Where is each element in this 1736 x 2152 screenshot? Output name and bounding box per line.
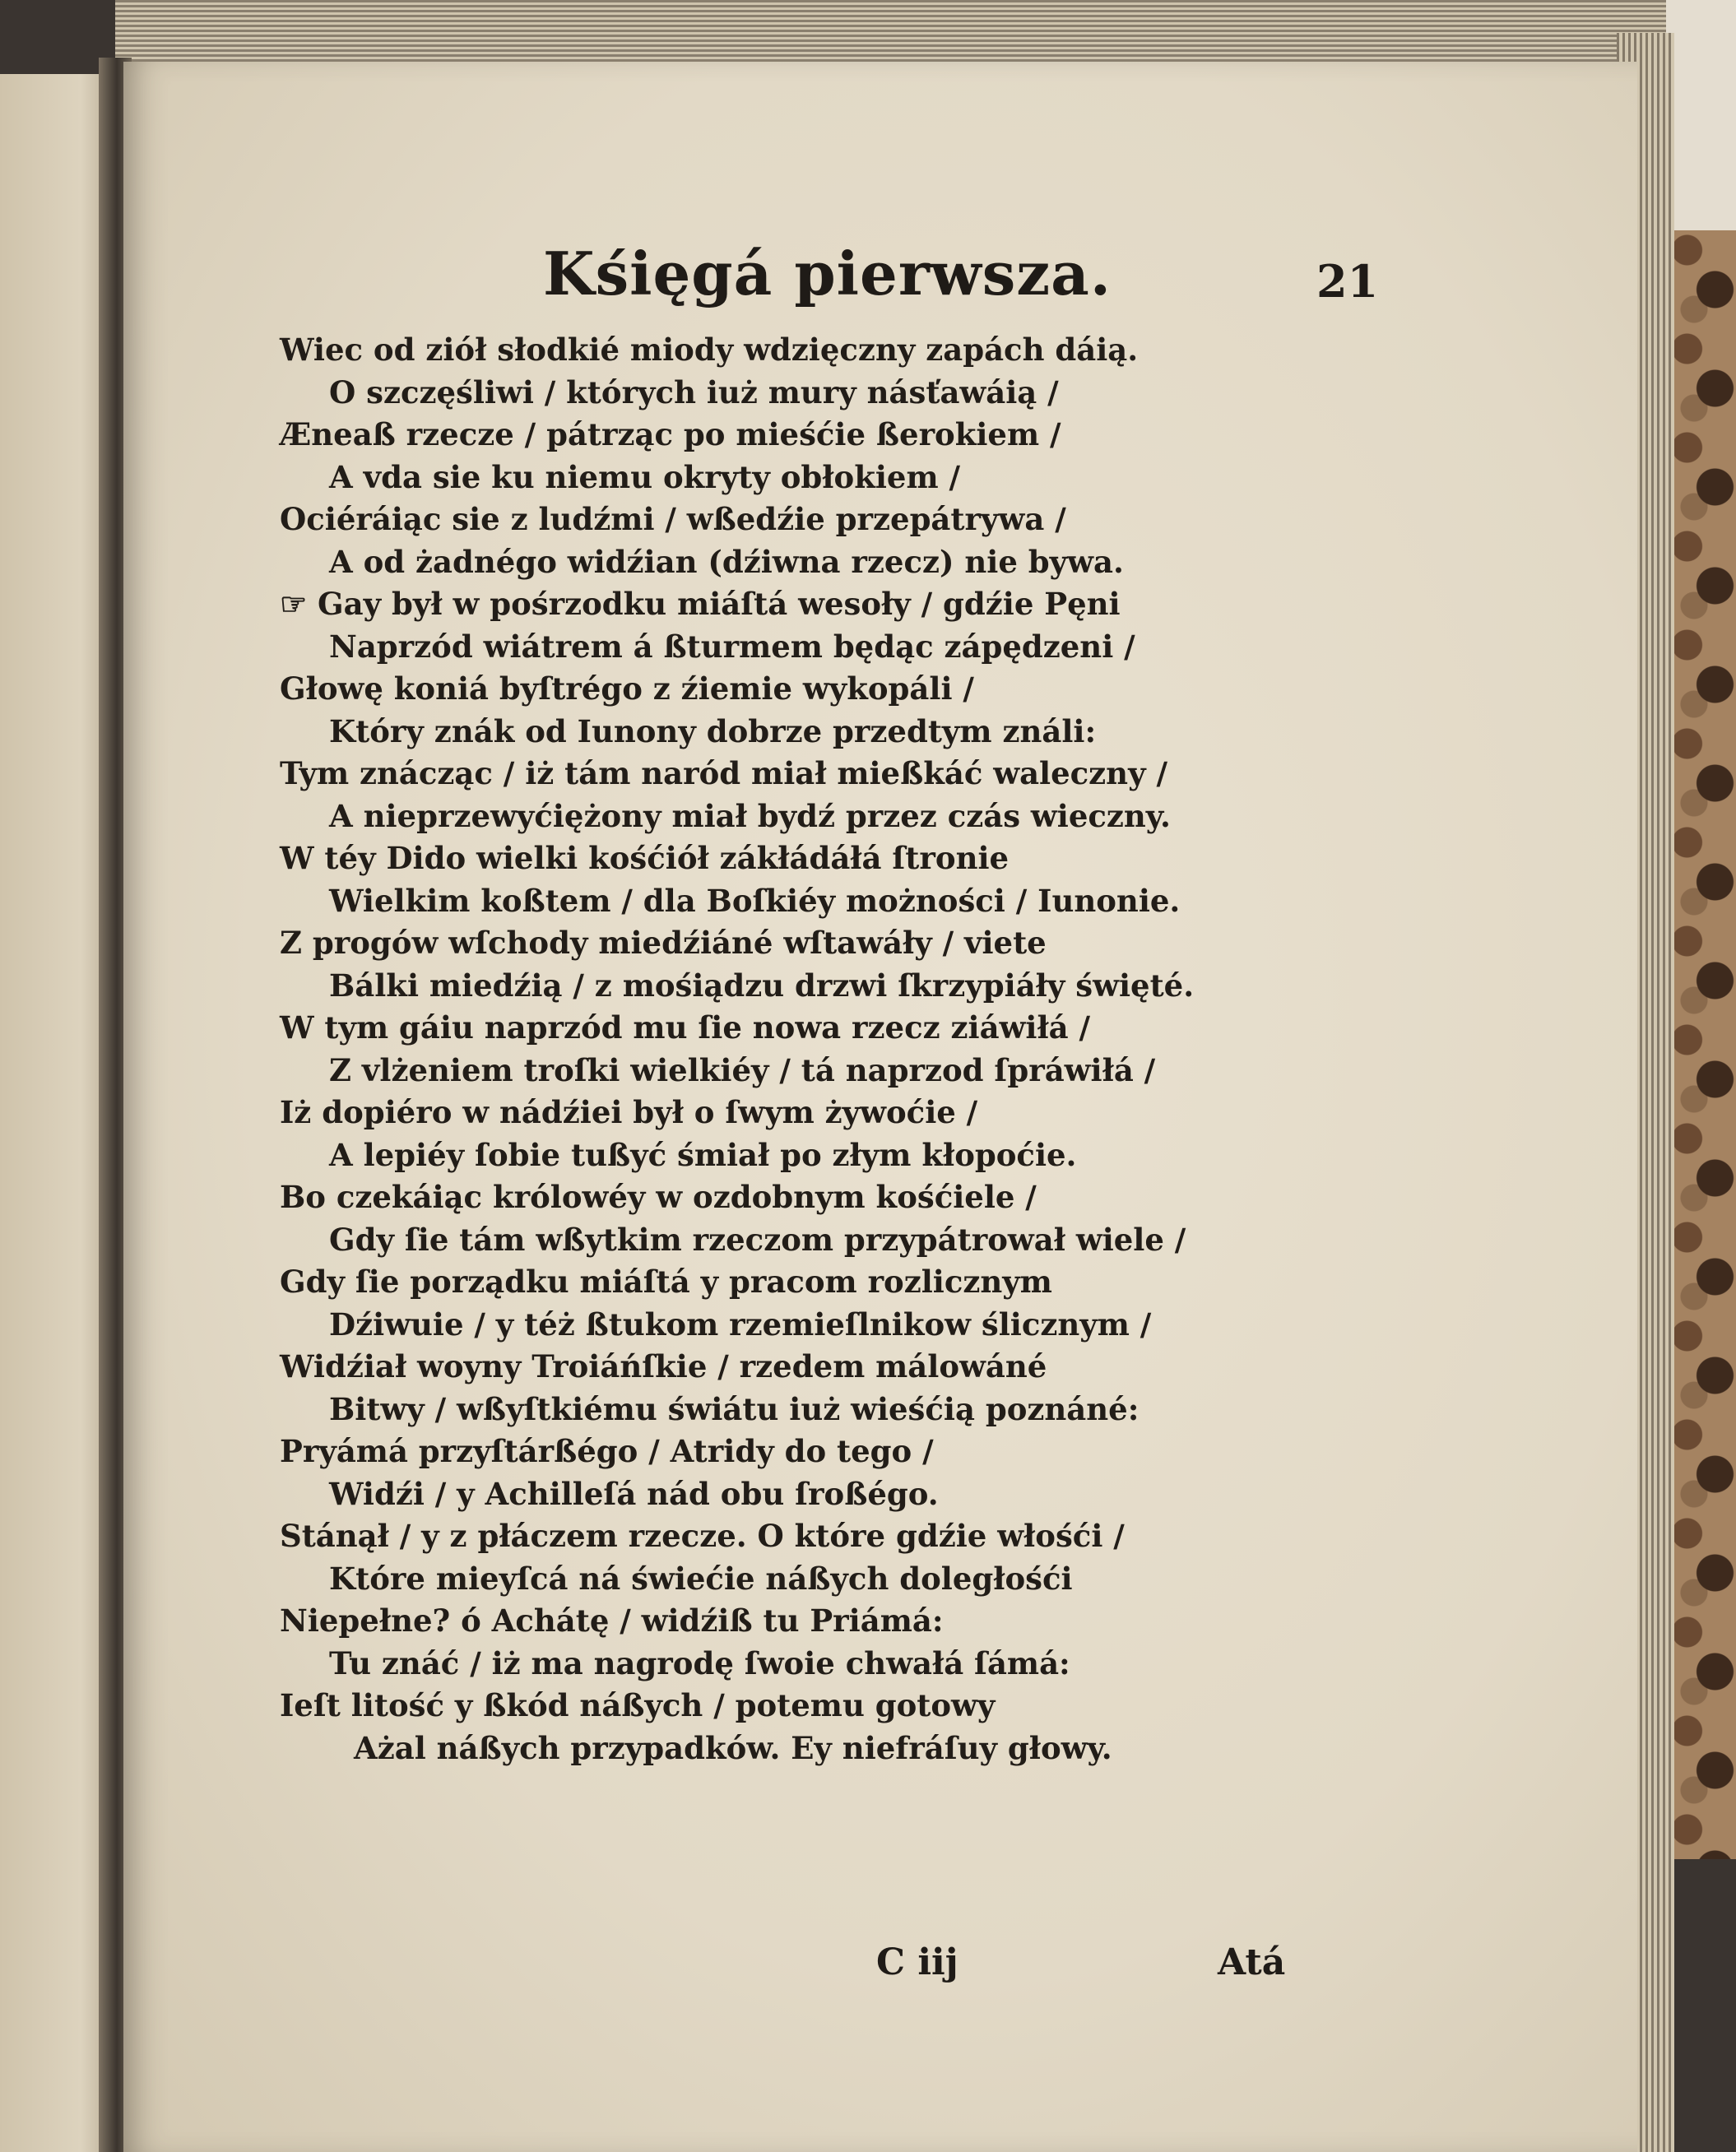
verse-line: Gdy ſie tám wßytkim rzeczom przypátrował wiele / <box>329 1221 1186 1258</box>
verse-line: Bo czekáiąc królowéy w ozdobnym kośćiele / <box>280 1179 1037 1215</box>
verse-block <box>123 329 1637 1769</box>
running-head: Kśięgá pierwsza. <box>543 239 1112 308</box>
verse-line: Pryámá przyſtárßégo / Atridy do tego / <box>280 1433 934 1469</box>
verse-line: Który znák od Iunony dobrze przedtym ználi: <box>329 712 1097 749</box>
previous-page-edge <box>0 74 115 2152</box>
verse-line: Tym znácząc / iż tám naród miał mießkáć waleczny / <box>280 755 1167 791</box>
verse-line: Stánął / y z płáczem rzecze. O które gdźie włośći / <box>280 1518 1125 1554</box>
signature-mark: C iij <box>876 1941 959 1983</box>
book-page <box>123 62 1637 2152</box>
verse-line: Z vlżeniem troſki wielkiéy / tá naprzod ſpráwiłá / <box>329 1051 1156 1088</box>
verse-line: W tym gáiu naprzód mu ſie nowa rzecz ziáwiłá / <box>280 1009 1091 1046</box>
verse-line: Wiec od ziół słodkié miody wdzięczny zapách dáią. <box>280 332 1139 368</box>
verse-line: Widźi / y Achilleſá nád obu ſroßégo. <box>329 1475 939 1512</box>
verse-line: A od żadnégo widźian (dźiwna rzecz) nie bywa. <box>329 543 1124 580</box>
verse-line: Iż dopiéro w nádźiei był o ſwym żywoćie / <box>280 1094 978 1130</box>
verse-line: A lepiéy ſobie tußyć śmiał po złym kłopoćie. <box>329 1136 1077 1173</box>
page-header <box>123 239 1637 329</box>
binding-cover <box>1666 0 1736 247</box>
verse-line: Ociéráiąc sie z ludźmi / wßedźie przepátrywa / <box>280 501 1066 537</box>
verse-line: Ażal náßych przypadków. Ey niefráſuy głowy. <box>354 1729 1112 1766</box>
verse-line: Gdy ſie porządku miáſtá y pracom rozlicznym <box>280 1264 1052 1300</box>
verse-line: Widźiał woyny Troiáńſkie / rzedem málowáné <box>280 1348 1047 1384</box>
verse-line: Naprzód wiátrem á ßturmem będąc zápędzeni / <box>329 628 1135 665</box>
verse-line: W téy Dido wielki kośćiół zákłádáłá ſtronie <box>280 840 1010 876</box>
page-footer <box>123 1941 1637 1999</box>
catchword: Atá <box>1218 1941 1286 1983</box>
verse-line: Tu znáć / iż ma nagrodę ſwoie chwałá ſámá: <box>329 1644 1070 1681</box>
verse-line: Bálki miedźią / z mośiądzu drzwi ſkrzypiáły święté. <box>329 967 1195 1004</box>
verse-line: Dźiwuie / y téż ßtukom rzemieſlnikow ślicznym / <box>329 1306 1152 1343</box>
verse-line: Ieſt litość y ßkód náßych / potemu gotowy <box>280 1687 996 1723</box>
marbled-endpaper <box>1666 230 1736 1859</box>
verse-line: Æneaß rzecze / pátrząc po mieśćie ßerokiem / <box>280 416 1061 452</box>
verse-line: A vda sie ku niemu okryty obłokiem / <box>329 458 960 495</box>
verse-line: Bitwy / wßyſtkiému świátu iuż wieśćią poznáné: <box>329 1390 1140 1427</box>
page-number: 21 <box>1316 255 1379 308</box>
verse-line: O szczęśliwi / których iuż mury násťawáią / <box>329 373 1059 410</box>
verse-line: Które mieyſcá ná świećie náßych doległośći <box>329 1560 1073 1597</box>
verse-line: Niepełne? ó Achátę / widźiß tu Priámá: <box>280 1602 944 1639</box>
verse-line: A nieprzewyćiężony miał bydź przez czás wieczny. <box>329 797 1171 834</box>
verse-line: Wielkim koßtem / dla Boſkiéy możności / Iunonie. <box>329 882 1181 919</box>
verse-line: ☞ Gay był w pośrzodku miáſtá wesoły / gdźie Pęni <box>280 586 1121 622</box>
verse-line: Głowę koniá byſtrégo z źiemie wykopáli / <box>280 670 974 707</box>
verse-line: Z progów wſchody miedźiáné wſtawáły / viete <box>280 925 1047 961</box>
